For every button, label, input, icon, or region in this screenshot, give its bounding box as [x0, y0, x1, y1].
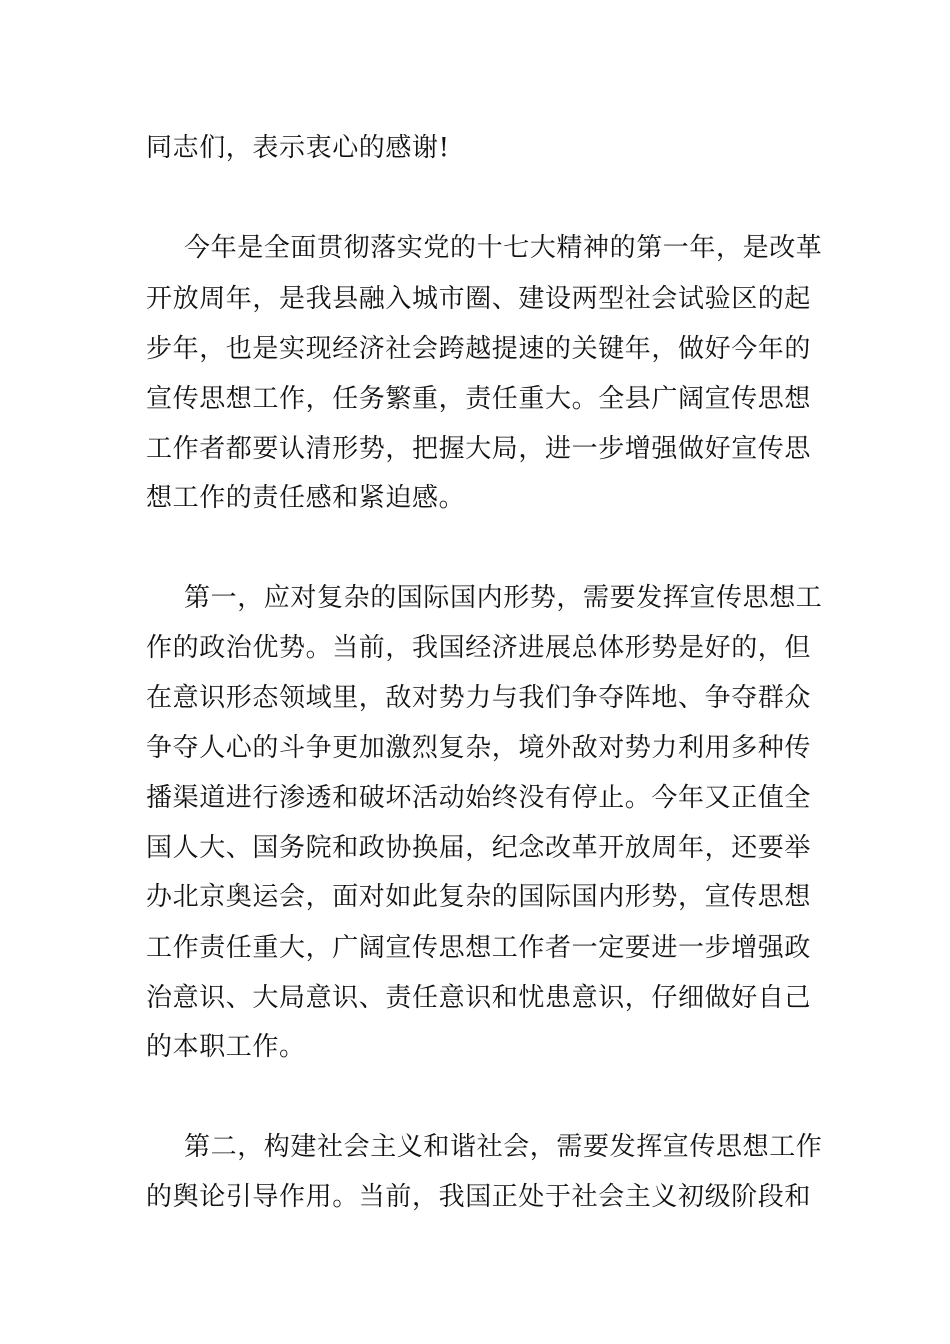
text-line: 争夺人心的斗争更加激烈复杂，境外敌对势力利用多种传: [146, 733, 812, 763]
text-line: 国人大、国务院和政协换届，纪念改革开放周年，还要举: [146, 833, 812, 863]
text-line: 开放周年，是我县融入城市圈、建设两型社会试验区的起: [146, 284, 812, 314]
text-line: 在意识形态领域里，敌对势力与我们争夺阵地、争夺群众: [146, 683, 812, 713]
text-line: 宣传思想工作，任务繁重，责任重大。全县广阔宣传思想: [146, 384, 812, 414]
text-line: 治意识、大局意识、责任意识和忧患意识，仔细做好自己: [146, 983, 812, 1013]
text-line: 播渠道进行渗透和破坏活动始终没有停止。今年又正值全: [146, 783, 812, 813]
text-line: 工作责任重大，广阔宣传思想工作者一定要进一步增强政: [146, 933, 812, 963]
text-line: 的舆论引导作用。当前，我国正处于社会主义初级阶段和: [146, 1182, 812, 1212]
text-line: 工作者都要认清形势，把握大局，进一步增强做好宣传思: [146, 434, 812, 464]
text-line: 同志们，表示衷心的感谢!: [146, 133, 450, 163]
text-line: 的本职工作。: [146, 1032, 306, 1062]
text-line: 今年是全面贯彻落实党的十七大精神的第一年，是改革: [184, 233, 823, 263]
text-line: 作的政治优势。当前，我国经济进展总体形势是好的，但: [146, 633, 812, 663]
text-line: 第二，构建社会主义和谐社会，需要发挥宣传思想工作: [184, 1132, 823, 1162]
text-line: 办北京奥运会，面对如此复杂的国际国内形势，宣传思想: [146, 882, 812, 912]
text-line: 想工作的责任感和紧迫感。: [146, 483, 466, 513]
text-line: 步年，也是实现经济社会跨越提速的关键年，做好今年的: [146, 334, 812, 364]
text-line: 第一，应对复杂的国际国内形势，需要发挥宣传思想工: [184, 583, 823, 613]
